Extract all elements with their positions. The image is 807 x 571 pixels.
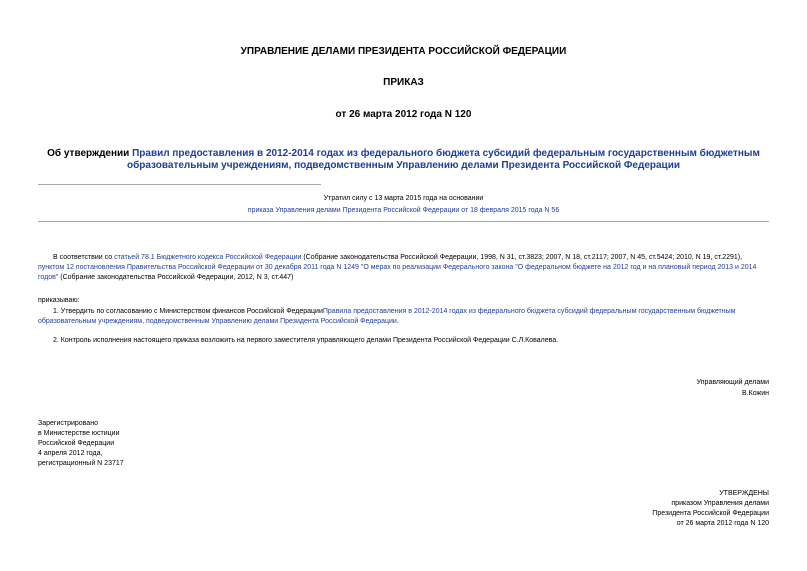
date-number-heading: от 26 марта 2012 года N 120: [335, 109, 472, 120]
signatory-position: Управляющий делами: [696, 379, 769, 386]
approved-block: [519, 489, 769, 529]
preamble-text-2: (Собрание законодательства Российской Федерации, 1998, N 31, ст.3823; 2007, N 18, ст.2117; 2007, N 45, ст.5424; 2010, N 19, ст.2291),: [301, 254, 743, 261]
preamble-text-1: В соответствии со: [53, 254, 115, 261]
budget-code-link[interactable]: статьей 78.1 Бюджетного кодекса Российской Федерации: [114, 254, 302, 261]
approved-line: Президента Российской Федерации: [652, 510, 769, 517]
title-rules-link[interactable]: Правил предоставления в 2012-2014 годах из федерального бюджета субсидий федеральным государственным бюджетным образовательным учреждениям, подведомственным Управлению делами Президента Российской Федерации: [126, 148, 760, 171]
doc-type-heading: ПРИКАЗ: [383, 77, 424, 88]
registration-block: [38, 419, 238, 469]
repeal-status-line: Утратил силу с 13 марта 2015 года на основании: [323, 195, 484, 202]
government-decree-link[interactable]: пунктом 12 постановления Правительства Российской Федерации от 30 декабря 2011 года N 1249 "О мерах по реализации Федерального закона "О федеральном бюджете на 2012 год и на плановый период 2013 и 2014 годов": [38, 264, 757, 281]
title-divider: [38, 184, 321, 185]
approved-line: приказом Управления делами: [671, 500, 769, 507]
item-1-end: .: [396, 318, 399, 325]
item-1-paragraph: [38, 307, 769, 327]
registration-line: Российской Федерации: [38, 440, 115, 447]
status-divider: [38, 221, 769, 222]
approved-rules-link[interactable]: Правила предоставления в 2012-2014 годах из федерального бюджета субсидий федеральным государственным бюджетным образовательным учреждениям, подведомственным Управлению делами Президента Российской Федерации: [38, 308, 736, 325]
approved-line: от 26 марта 2012 года N 120: [676, 520, 769, 527]
preamble-text-3: (Собрание законодательства Российской Федерации, 2012, N 3, ст.447): [58, 274, 294, 281]
title-prefix: Об утверждении: [47, 148, 133, 159]
preamble-paragraph: [38, 253, 769, 283]
repeal-order-link[interactable]: приказа Управления делами Президента Российской Федерации от 18 февраля 2015 года N 56: [247, 207, 560, 214]
agency-heading: УПРАВЛЕНИЕ ДЕЛАМИ ПРЕЗИДЕНТА РОССИЙСКОЙ ФЕДЕРАЦИИ: [240, 46, 567, 57]
order-word: приказываю:: [38, 297, 80, 304]
signatory-name: В.Кожин: [742, 390, 769, 397]
item-1-text: 1. Утвердить по согласованию с Министерством финансов Российской Федерации: [53, 308, 323, 315]
registration-line: регистрационный N 23717: [38, 460, 124, 467]
registration-line: в Министерстве юстиции: [38, 430, 120, 437]
document-title: [38, 148, 769, 172]
registration-line: Зарегистрировано: [38, 420, 98, 427]
registration-line: 4 апреля 2012 года,: [38, 450, 103, 457]
approved-line: УТВЕРЖДЕНЫ: [719, 490, 769, 497]
item-2-paragraph: 2. Контроль исполнения настоящего приказа возложить на первого заместителя управляющего делами Президента Российской Федерации С.Л.Ковалева.: [53, 337, 559, 344]
